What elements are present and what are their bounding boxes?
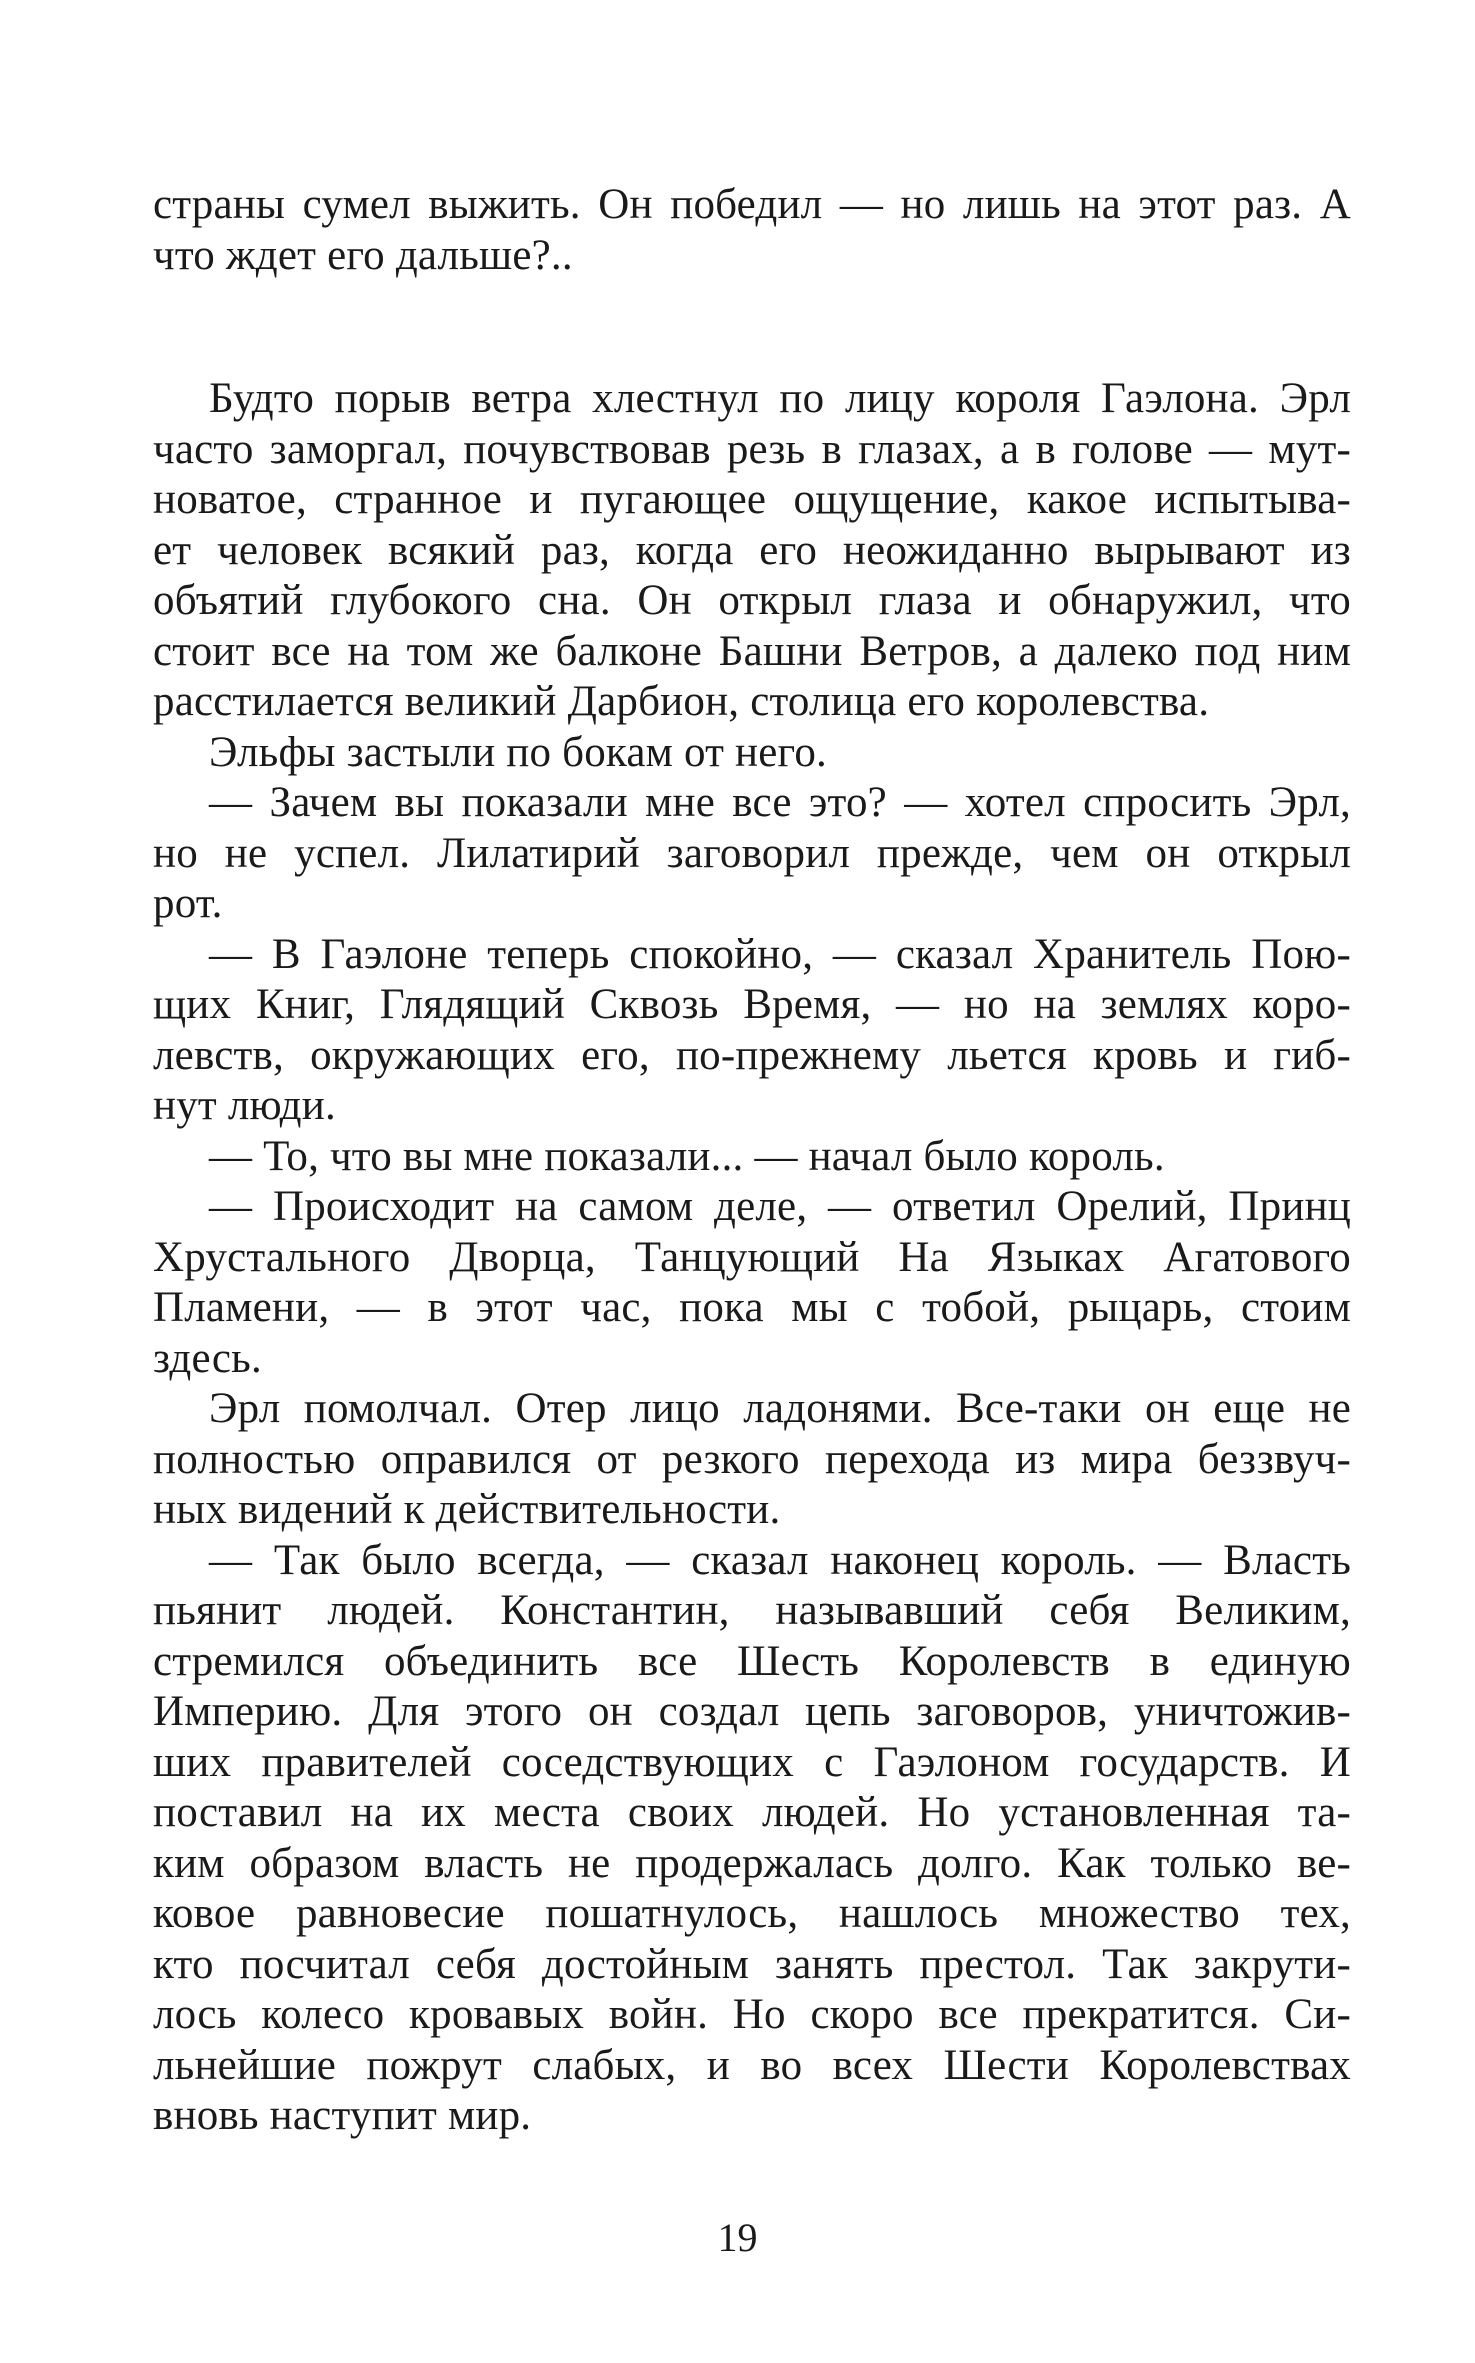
paragraph [153,930,1351,1132]
text-line: стремился объединить все Шесть Королевств в единую [153,1637,1351,1685]
paragraph [153,374,1351,728]
text-line: Империю. Для этого он создал цепь заговоров, уничтожив- [153,1688,1351,1735]
text-line: ет человек всякий раз, когда его неожиданно вырывают из [153,526,1351,574]
text-line: — В Гаэлоне теперь спокойно, — сказал Хранитель Пою- [209,930,1351,978]
text-line: нут люди. [153,1082,336,1129]
text-line: ных видений к действительности. [153,1486,781,1533]
text-line: страны сумел выжить. Он победил — но лишь на этот раз. А [153,181,1351,228]
text-line: Будто порыв ветра хлестнул по лицу короля Гаэлона. Эрл [209,375,1351,422]
text-line: кто посчитал себя достойным занять престол. Так закрути- [153,1940,1351,1988]
text-line: левств, окружающих его, по-прежнему льется кровь и гиб- [153,1031,1351,1079]
paragraph [153,1384,1351,1536]
text-line: Хрустального Дворца, Танцующий На Языках Агатового [153,1233,1351,1281]
page-number: 19 [717,2215,758,2260]
paragraph [153,1536,1351,2142]
paragraph [153,728,1351,779]
text-line: часто заморгал, почувствовав резь в глазах, а в голове — мут- [153,425,1351,473]
paragraph [153,778,1351,930]
paragraph [153,1132,1351,1183]
text-line: рот. [153,880,223,927]
text-line: стоит все на том же балконе Башни Ветров, а далеко под ним [153,627,1351,675]
text-line: ковое равновесие пошатнулось, нашлось множество тех, [153,1890,1351,1937]
text-line: пьянит людей. Константин, называвший себя Великим, [153,1587,1351,1634]
text-line: льнейшие пожрут слабых, и во всех Шести Королевствах [153,2041,1351,2089]
text-line: — Происходит на самом деле, — ответил Орелий, Принц [209,1183,1351,1230]
text-line: ким образом власть не продержалась долго. Как только ве- [153,1839,1351,1887]
text-line: ших правителей соседствующих с Гаэлоном государств. И [153,1738,1351,1786]
text-line: щих Книг, Глядящий Сквозь Время, — но на землях коро- [153,981,1351,1028]
text-line: — Так было всегда, — сказал наконец король. — Власть [209,1536,1351,1584]
text-line: здесь. [153,1334,262,1382]
intro-paragraph [153,180,1351,281]
text-line: лось колесо кровавых войн. Но скоро все прекратится. Си- [153,1991,1351,2038]
book-page-text [153,180,1351,2142]
text-line: поставил на их места своих людей. Но установленная та- [153,1789,1351,1836]
text-line: Эрл помолчал. Отер лицо ладонями. Все-таки он еще не [209,1385,1351,1432]
text-line: вновь наступит мир. [153,2092,532,2139]
text-line: объятий глубокого сна. Он открыл глаза и обнаружил, что [153,577,1351,624]
text-line: но не успел. Лилатирий заговорил прежде, чем он открыл [153,829,1351,877]
text-line: Пламени, — в этот час, пока мы с тобой, рыцарь, стоим [153,1284,1351,1331]
text-line: полностью оправился от резкого перехода из мира беззвуч- [153,1435,1351,1483]
text-line: что ждет его дальше?.. [153,231,573,279]
text-line: — То, что вы мне показали... — начал было король. [209,1132,1165,1180]
text-line: Эльфы застыли по бокам от него. [209,728,827,776]
section-break [153,281,1351,374]
text-line: — Зачем вы показали мне все это? — хотел спросить Эрл, [209,779,1351,826]
text-line: расстилается великий Дарбион, столица его королевства. [153,678,1210,725]
paragraph [153,1182,1351,1384]
text-line: новатое, странное и пугающее ощущение, какое испытыва- [153,476,1351,523]
